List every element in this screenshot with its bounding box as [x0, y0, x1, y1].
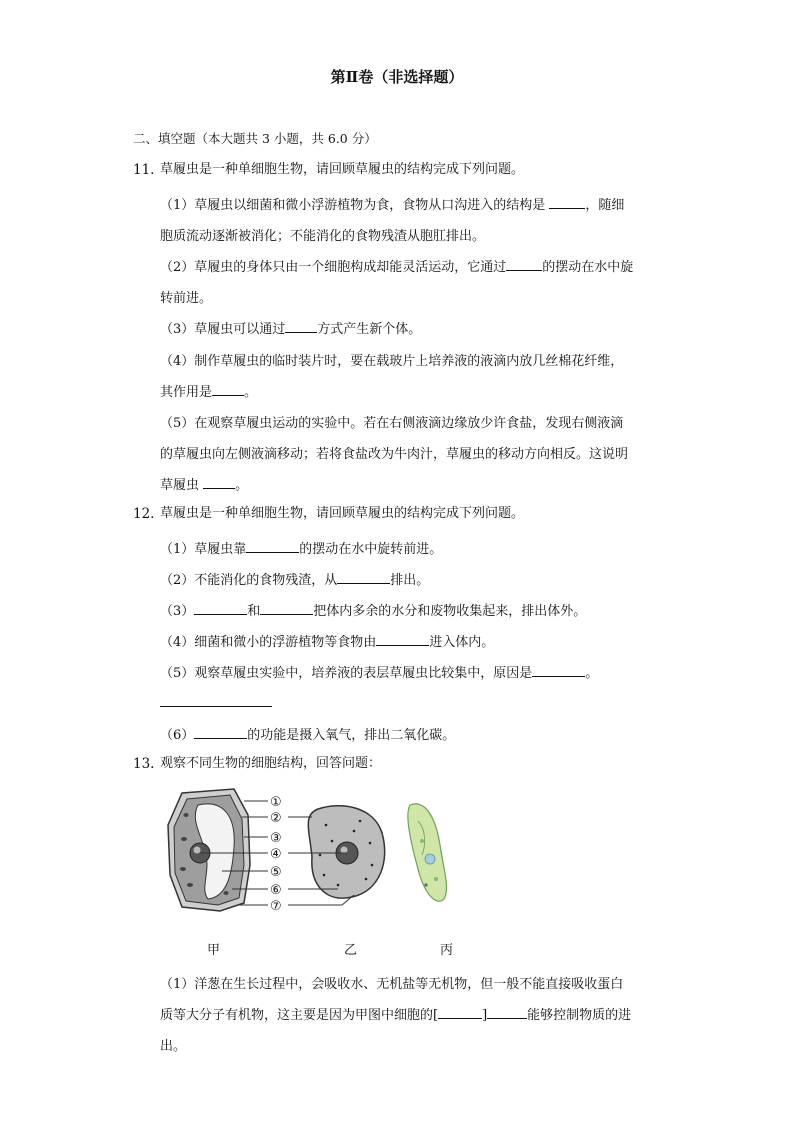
plant-cell: [168, 789, 250, 911]
caption-bing: 丙: [440, 943, 454, 958]
animal-cell: [308, 806, 384, 898]
label-5: ⑤: [270, 865, 282, 880]
part-labels: [270, 795, 282, 914]
answer-blank[interactable]: [203, 476, 235, 489]
subquestion-6: （6） 的功能是摄入氧气，排出二氧化碳。: [160, 728, 456, 743]
label-1: ①: [270, 795, 282, 810]
subquestion-5: （5）在观察草履虫运动的实验中。若在右侧液滴边缘放少许食盐，发现右侧液滴: [160, 416, 624, 431]
question-stem: 草履虫是一种单细胞生物，请回顾草履虫的结构完成下列问题。: [160, 162, 525, 177]
subquestion-4: （4）制作草履虫的临时装片时，要在载玻片上培养液的液滴内放几丝棉花纤维，: [160, 354, 624, 369]
subquestion-1-end: 出。: [160, 1039, 187, 1054]
cell-diagram: [160, 785, 480, 925]
answer-blank[interactable]: [376, 633, 429, 646]
subquestion-1: （1）草履虫靠 的摆动在水中旋转前进。: [160, 542, 443, 557]
label-6: ⑥: [270, 883, 282, 898]
subquestion-4-cont: 其作用是 。: [160, 385, 258, 400]
subquestion-1-cont: 胞质流动逐渐被消化；不能消化的食物残渣从胞肛排出。: [160, 229, 486, 244]
paramecium: [408, 804, 447, 901]
subquestion-5: （5）观察草履虫实验中，培养液的表层草履虫比较集中，原因是 。: [160, 666, 599, 681]
question-number: 11.: [133, 162, 155, 178]
label-4: ④: [270, 847, 282, 862]
answer-blank-line[interactable]: [160, 706, 272, 707]
subquestion-2-cont: 转前进。: [160, 291, 213, 306]
subquestion-2: （2）不能消化的食物残渣，从 排出。: [160, 573, 430, 588]
label-3: ③: [270, 831, 282, 846]
page-title: 第Ⅱ卷（非选择题）: [330, 68, 464, 86]
subquestion-1: （1）草履虫以细菌和微小浮游植物为食，食物从口沟进入的结构是 ，随细: [160, 198, 625, 213]
answer-blank[interactable]: [246, 540, 299, 553]
question-stem: 观察不同生物的细胞结构，回答问题：: [160, 756, 382, 771]
answer-blank[interactable]: [487, 1006, 527, 1019]
answer-blank[interactable]: [285, 320, 317, 333]
label-2: ②: [270, 811, 282, 826]
answer-blank[interactable]: [337, 571, 390, 584]
answer-blank[interactable]: [532, 664, 585, 677]
caption-jia: 甲: [207, 943, 221, 958]
question-number: 13.: [133, 756, 155, 772]
question-stem: 草履虫是一种单细胞生物，请回顾草履虫的结构完成下列问题。: [160, 506, 525, 521]
answer-blank[interactable]: [212, 383, 244, 396]
caption-yi: 乙: [344, 943, 358, 958]
section-heading: 二、填空题（本大题共 3 小题，共 6.0 分）: [133, 131, 377, 146]
subquestion-2: （2）草履虫的身体只由一个细胞构成却能灵活运动，它通过 的摆动在水中旋: [160, 260, 634, 275]
answer-blank[interactable]: [438, 1006, 482, 1019]
answer-blank[interactable]: [260, 602, 313, 615]
answer-blank[interactable]: [194, 726, 247, 739]
subquestion-1: （1）洋葱在生长过程中，会吸收水、无机盐等无机物，但一般不能直接吸收蛋白: [160, 977, 624, 992]
answer-blank[interactable]: [194, 602, 247, 615]
subquestion-5-end: 草履虫 。: [160, 478, 249, 493]
subquestion-5-cont: 的草履虫向左侧液滴移动；若将食盐改为牛肉汁，草履虫的移动方向相反。这说明: [160, 447, 629, 462]
question-number: 12.: [133, 506, 155, 522]
subquestion-4: （4）细菌和微小的浮游植物等食物由 进入体内。: [160, 635, 495, 650]
answer-blank[interactable]: [506, 258, 542, 271]
subquestion-1-cont: 质等大分子有机物，这主要是因为甲图中细胞的[ ] 能够控制物质的进: [160, 1008, 632, 1023]
subquestion-3: （3） 和 把体内多余的水分和废物收集起来，排出体外。: [160, 604, 587, 619]
label-7: ⑦: [270, 899, 282, 914]
answer-blank[interactable]: [549, 196, 585, 209]
subquestion-3: （3）草履虫可以通过 方式产生新个体。: [160, 322, 422, 337]
